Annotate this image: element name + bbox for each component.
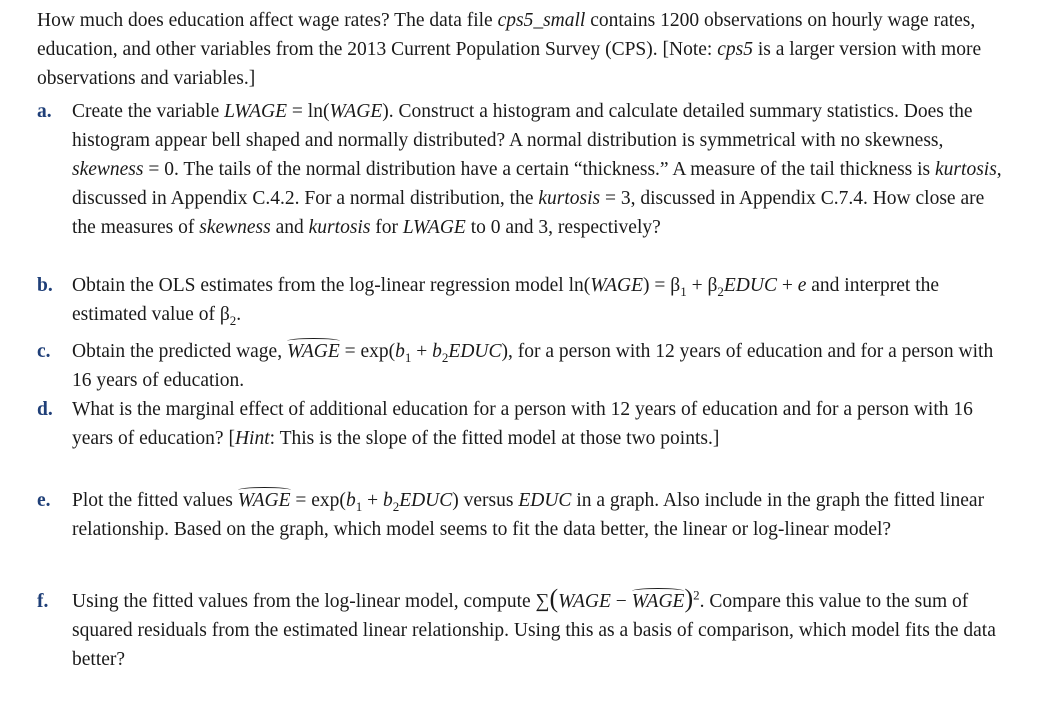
item-body: Obtain the OLS estimates from the log-linear regression model ln(WAGE) = $\beta_1$ + $\beta_2EDUC + e$ and interpret the estimated value of $\beta_2$.: [72, 275, 940, 328]
wage-hat: WAGE: [287, 337, 340, 366]
file-name: cps5_small: [497, 10, 586, 31]
item-body: Create the variable LWAGE = ln(WAGE). Construct a histogram and calculate detailed summary statistics. Does the histogram appear bell shaped and normally distributed? A normal distribution is symmetrical with no skewness, skewness = 0. The tails of the normal distribution have a certain “thickness.” A measure of the tail thickness is kurtosis, discussed in Appendix C.4.2. For a normal distribution, the kurtosis = 3, discussed in Appendix C.7.4. How close are the measures of skewness and kurtosis for LWAGE to 0 and 3, respectively?: [72, 101, 1002, 238]
item-a: [37, 97, 1012, 242]
wage-hat: WAGE: [238, 486, 291, 515]
intro-text: is a larger version with more observations and variables.]: [37, 39, 982, 89]
item-body: Plot the fitted values WAGE = $\exp(b_1$ + $b_2EDUC$) versus EDUC in a graph. Also include in the graph the fitted linear relationship. Based on the graph, which model seems to fit the data better, the linear or log-linear model?: [72, 486, 1012, 544]
item-c: [37, 337, 1012, 395]
sum-symbol: ∑: [535, 591, 550, 612]
intro-text: How much does education affect wage rates? The data file: [37, 10, 498, 31]
wage-hat: WAGE: [632, 587, 685, 616]
item-letter: d.: [37, 399, 53, 420]
item-letter: f.: [37, 591, 49, 612]
item-body: Using the fitted values from the log-linear model, compute ∑(WAGE − WAGE)$^2$. Compare this value to the sum of squared residuals from the estimated linear relationship. Using this as a basis of comparison, which model fits the data better?: [72, 584, 996, 670]
item-letter: a.: [37, 101, 52, 122]
intro-text: contains 1200 observations on hourly wage rates, education, and other variables from the 2013 Current Population Survey (CPS). [Note:: [37, 10, 976, 60]
item-e: [37, 486, 1012, 544]
item-b: [37, 271, 1012, 329]
item-body: Obtain the predicted wage, WAGE = $\exp(b_1$ + $b_2EDUC$), for a person with 12 years of education and for a person with 16 years of education.: [72, 337, 1012, 395]
item-letter: b.: [37, 275, 53, 296]
item-d: [37, 395, 1012, 453]
item-body: What is the marginal effect of additional education for a person with 12 years of education and for a person with 16 years of education? [Hint: This is the slope of the fitted model at those two points.]: [72, 399, 973, 449]
intro-paragraph: [37, 6, 1012, 93]
item-f: [37, 584, 1012, 674]
file-name: cps5: [717, 39, 753, 60]
item-letter: e.: [37, 490, 51, 511]
item-letter: c.: [37, 341, 51, 362]
